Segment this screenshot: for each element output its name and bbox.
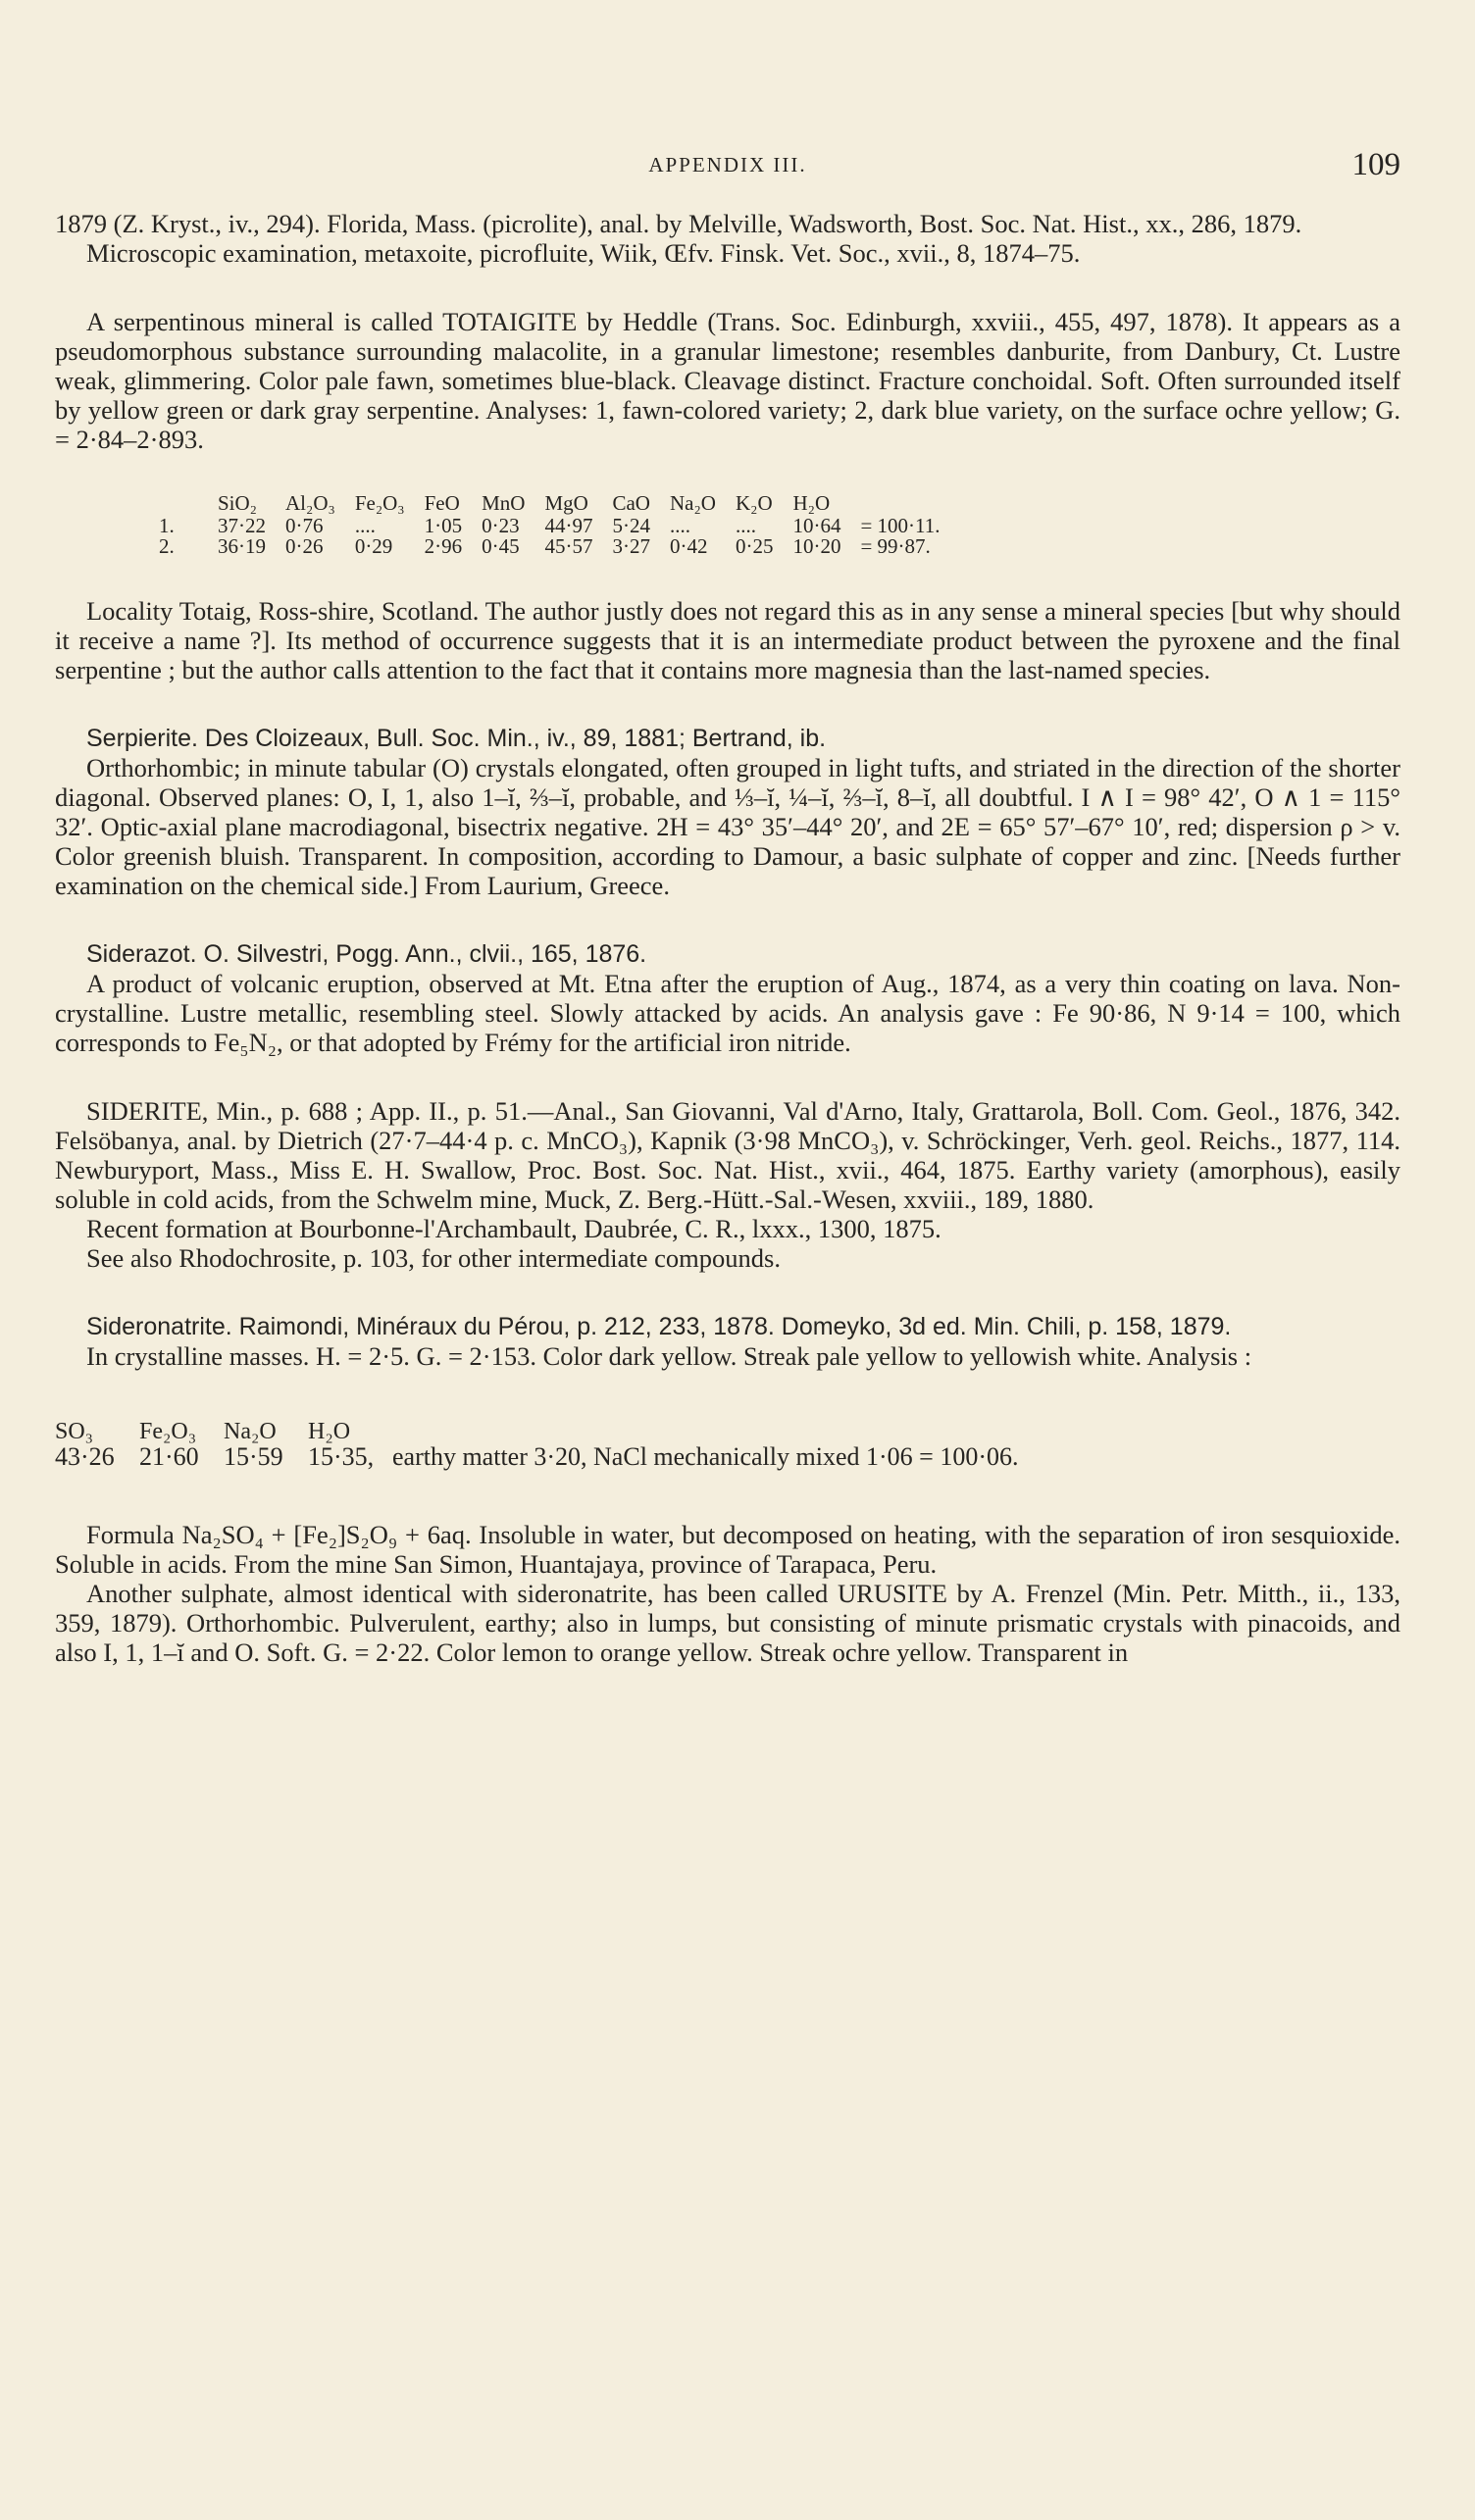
- paragraph-sideronatrite-formula: Formula Na₂SO₄ + [Fe₂]S₂O₉ + 6aq. Insoluble in water, but decomposed on heating, with the separation of iron sesquioxide. Soluble in acids. From the mine San Simon, Huantajaya, province of Tarapaca, Peru.: [55, 1520, 1400, 1579]
- table-cell: 0·45: [482, 534, 520, 558]
- sideronatrite-analysis: [55, 1420, 1400, 1471]
- table-cell: 1·05: [424, 514, 463, 537]
- analysis-tail: earthy matter 3·20, NaCl mechanically mixed 1·06 = 100·06.: [392, 1442, 1019, 1471]
- column-header: MnO: [482, 491, 526, 515]
- column-header: H₂O: [792, 491, 831, 515]
- table-cell: 0·23: [482, 514, 520, 537]
- column-header: Na₂O: [224, 1419, 277, 1444]
- row-label: 1.: [159, 514, 175, 537]
- table-row: [149, 516, 950, 536]
- column-header: MgO: [544, 491, 588, 515]
- analysis-value: 21·60: [139, 1442, 199, 1471]
- table-cell: 37·22: [218, 514, 266, 537]
- page-header: [55, 145, 1400, 184]
- paragraph-siderite-recent: Recent formation at Bourbonne-l'Archambault, Daubrée, C. R., lxxx., 1300, 1875.: [86, 1214, 941, 1243]
- column-header: FeO: [424, 491, 460, 515]
- paragraph-totaig-locality: Locality Totaig, Ross-shire, Scotland. The author justly does not regard this as in any sense a mineral species [but why should it receive a name ?]. Its method of occurrence suggests that it is an intermediate product between the pyroxene and the final serpentine ; but the author calls attention to the fact that it contains more magnesia than the last-named species.: [55, 596, 1400, 684]
- paragraph-totaigite: A serpentinous mineral is called TOTAIGITE by Heddle (Trans. Soc. Edinburgh, xxviii., 455, 497, 1878). It appears as a pseudomorphous substance surrounding malacolite, in a granular limestone; resembles danburite, from Danbury, Ct. Lustre weak, glimmering. Color pale fawn, sometimes blue-black. Cleavage distinct. Fracture conchoidal. Soft. Often surrounded itself by yellow green or dark gray serpentine. Analyses: 1, fawn-colored variety; 2, dark blue variety, on the surface ochre yellow; G. = 2·84–2·893.: [55, 307, 1400, 454]
- table-cell: 45·57: [544, 534, 593, 558]
- paragraph-see-also: See also Rhodochrosite, p. 103, for other intermediate compounds.: [86, 1243, 781, 1273]
- table-cell: 44·97: [544, 514, 593, 537]
- table-cell: 0·25: [735, 534, 774, 558]
- paragraph-picrolite: 1879 (Z. Kryst., iv., 294). Florida, Mass. (picrolite), anal. by Melville, Wadsworth, Bost. Soc. Nat. Hist., xx., 286, 1879.: [55, 209, 1302, 238]
- table-row: [149, 536, 950, 557]
- table-cell: 3·27: [612, 534, 650, 558]
- analysis-labels: [55, 1420, 1400, 1443]
- column-header: K₂O: [735, 491, 773, 515]
- row-label: 2.: [159, 534, 175, 558]
- totaigite-analysis-table: [149, 493, 950, 557]
- paragraph-siderite: SIDERITE, Min., p. 688 ; App. II., p. 51.—Anal., San Giovanni, Val d'Arno, Italy, Grattarola, Boll. Com. Geol., 1876, 342. Felsöbanya, anal. by Dietrich (27·7–44·4 p. c. MnCO₃), Kapnik (3·98 MnCO₃), v. Schröckinger, Verh. geol. Reichs., 1877, 114. Newburyport, Mass., Miss E. H. Swallow, Proc. Bost. Soc. Nat. Hist., xvii., 464, 1875. Earthy variety (amorphous), easily soluble in cold acids, from the Schwelm mine, Muck, Z. Berg.-Hütt.-Sal.-Wesen, xxviii., 189, 1880.: [55, 1096, 1400, 1214]
- paragraph-metaxoite: Microscopic examination, metaxoite, picrofluite, Wiik, Œfv. Finsk. Vet. Soc., xvii., 8, 1874–75.: [86, 238, 1081, 268]
- column-header: SO₃: [55, 1419, 94, 1444]
- analysis-value: 43·26: [55, 1442, 115, 1471]
- analysis-header-row: [149, 493, 950, 516]
- row-total: = 99·87.: [860, 534, 931, 558]
- paragraph-serpierite: Orthorhombic; in minute tabular (O) crystals elongated, often grouped in light tufts, and striated in the direction of the shorter diagonal. Observed planes: O, I, 1, also 1–ĭ, ⅔–ĭ, probable, and ⅓–ĭ, ¼–ĭ, ⅔–ĭ, 8–ĭ, all doubtful. I ∧ I = 98° 42′, O ∧ 1 = 115° 32′. Optic-axial plane macrodiagonal, bisectrix negative. 2H = 43° 35′–44° 20′, and 2E = 65° 57′–67° 10′, red; dispersion ρ > v. Color greenish bluish. Transparent. In composition, according to Damour, a basic sulphate of copper and zinc. [Needs further examination on the chemical side.] From Laurium, Greece.: [55, 753, 1400, 900]
- paragraph-sideronatrite: In crystalline masses. H. = 2·5. G. = 2·153. Color dark yellow. Streak pale yellow to yellowish white. Analysis :: [86, 1341, 1252, 1371]
- table-cell: ....: [354, 514, 376, 537]
- entry-siderazot-heading: Siderazot. O. Silvestri, Pogg. Ann., clvii., 165, 1876.: [86, 940, 647, 968]
- page-number: 109: [1351, 147, 1400, 182]
- column-header: CaO: [612, 491, 650, 515]
- column-header: Na₂O: [669, 491, 716, 515]
- table-cell: 0·76: [285, 514, 324, 537]
- table-cell: ....: [669, 514, 690, 537]
- table-cell: ....: [735, 514, 756, 537]
- table-cell: 0·26: [285, 534, 324, 558]
- table-cell: 36·19: [218, 534, 266, 558]
- table-cell: 0·42: [669, 534, 708, 558]
- table-cell: 10·64: [792, 514, 841, 537]
- table-cell: 2·96: [424, 534, 463, 558]
- column-header: Al₂O₃: [285, 491, 335, 515]
- analysis-values: [55, 1443, 1400, 1471]
- column-header: Fe₂O₃: [354, 491, 405, 515]
- entry-serpierite-heading: Serpierite. Des Cloizeaux, Bull. Soc. Min., iv., 89, 1881; Bertrand, ib.: [86, 725, 827, 752]
- page-body: [55, 209, 1400, 1667]
- table-cell: 5·24: [612, 514, 650, 537]
- column-header: H₂O: [308, 1419, 351, 1444]
- analysis-value: 15·59: [224, 1442, 283, 1471]
- table-cell: 10·20: [792, 534, 841, 558]
- paragraph-urusite: Another sulphate, almost identical with sideronatrite, has been called URUSITE by A. Frenzel (Min. Petr. Mitth., ii., 133, 359, 1879). Orthorhombic. Pulverulent, earthy; also in lumps, but consisting of minute prismatic crystals with pinacoids, and also I, 1, 1–ĭ and O. Soft. G. = 2·22. Color lemon to orange yellow. Streak ochre yellow. Transparent in: [55, 1579, 1400, 1667]
- paragraph-siderazot: A product of volcanic eruption, observed at Mt. Etna after the eruption of Aug., 1874, as a very thin coating on lava. Non-crystalline. Lustre metallic, resembling steel. Slowly attacked by acids. An analysis gave : Fe 90·86, N 9·14 = 100, which corresponds to Fe₅N₂, or that adopted by Frémy for the artificial iron nitride.: [55, 969, 1400, 1057]
- analysis-value: 15·35,: [308, 1442, 375, 1471]
- row-total: = 100·11.: [860, 514, 941, 537]
- entry-sideronatrite-heading: Sideronatrite. Raimondi, Minéraux du Pérou, p. 212, 233, 1878. Domeyko, 3d ed. Min. Chili, p. 158, 1879.: [86, 1313, 1232, 1340]
- running-head: APPENDIX III.: [648, 152, 807, 176]
- column-header: Fe₂O₃: [139, 1419, 197, 1444]
- table-cell: 0·29: [354, 534, 393, 558]
- column-header: SiO₂: [218, 491, 258, 515]
